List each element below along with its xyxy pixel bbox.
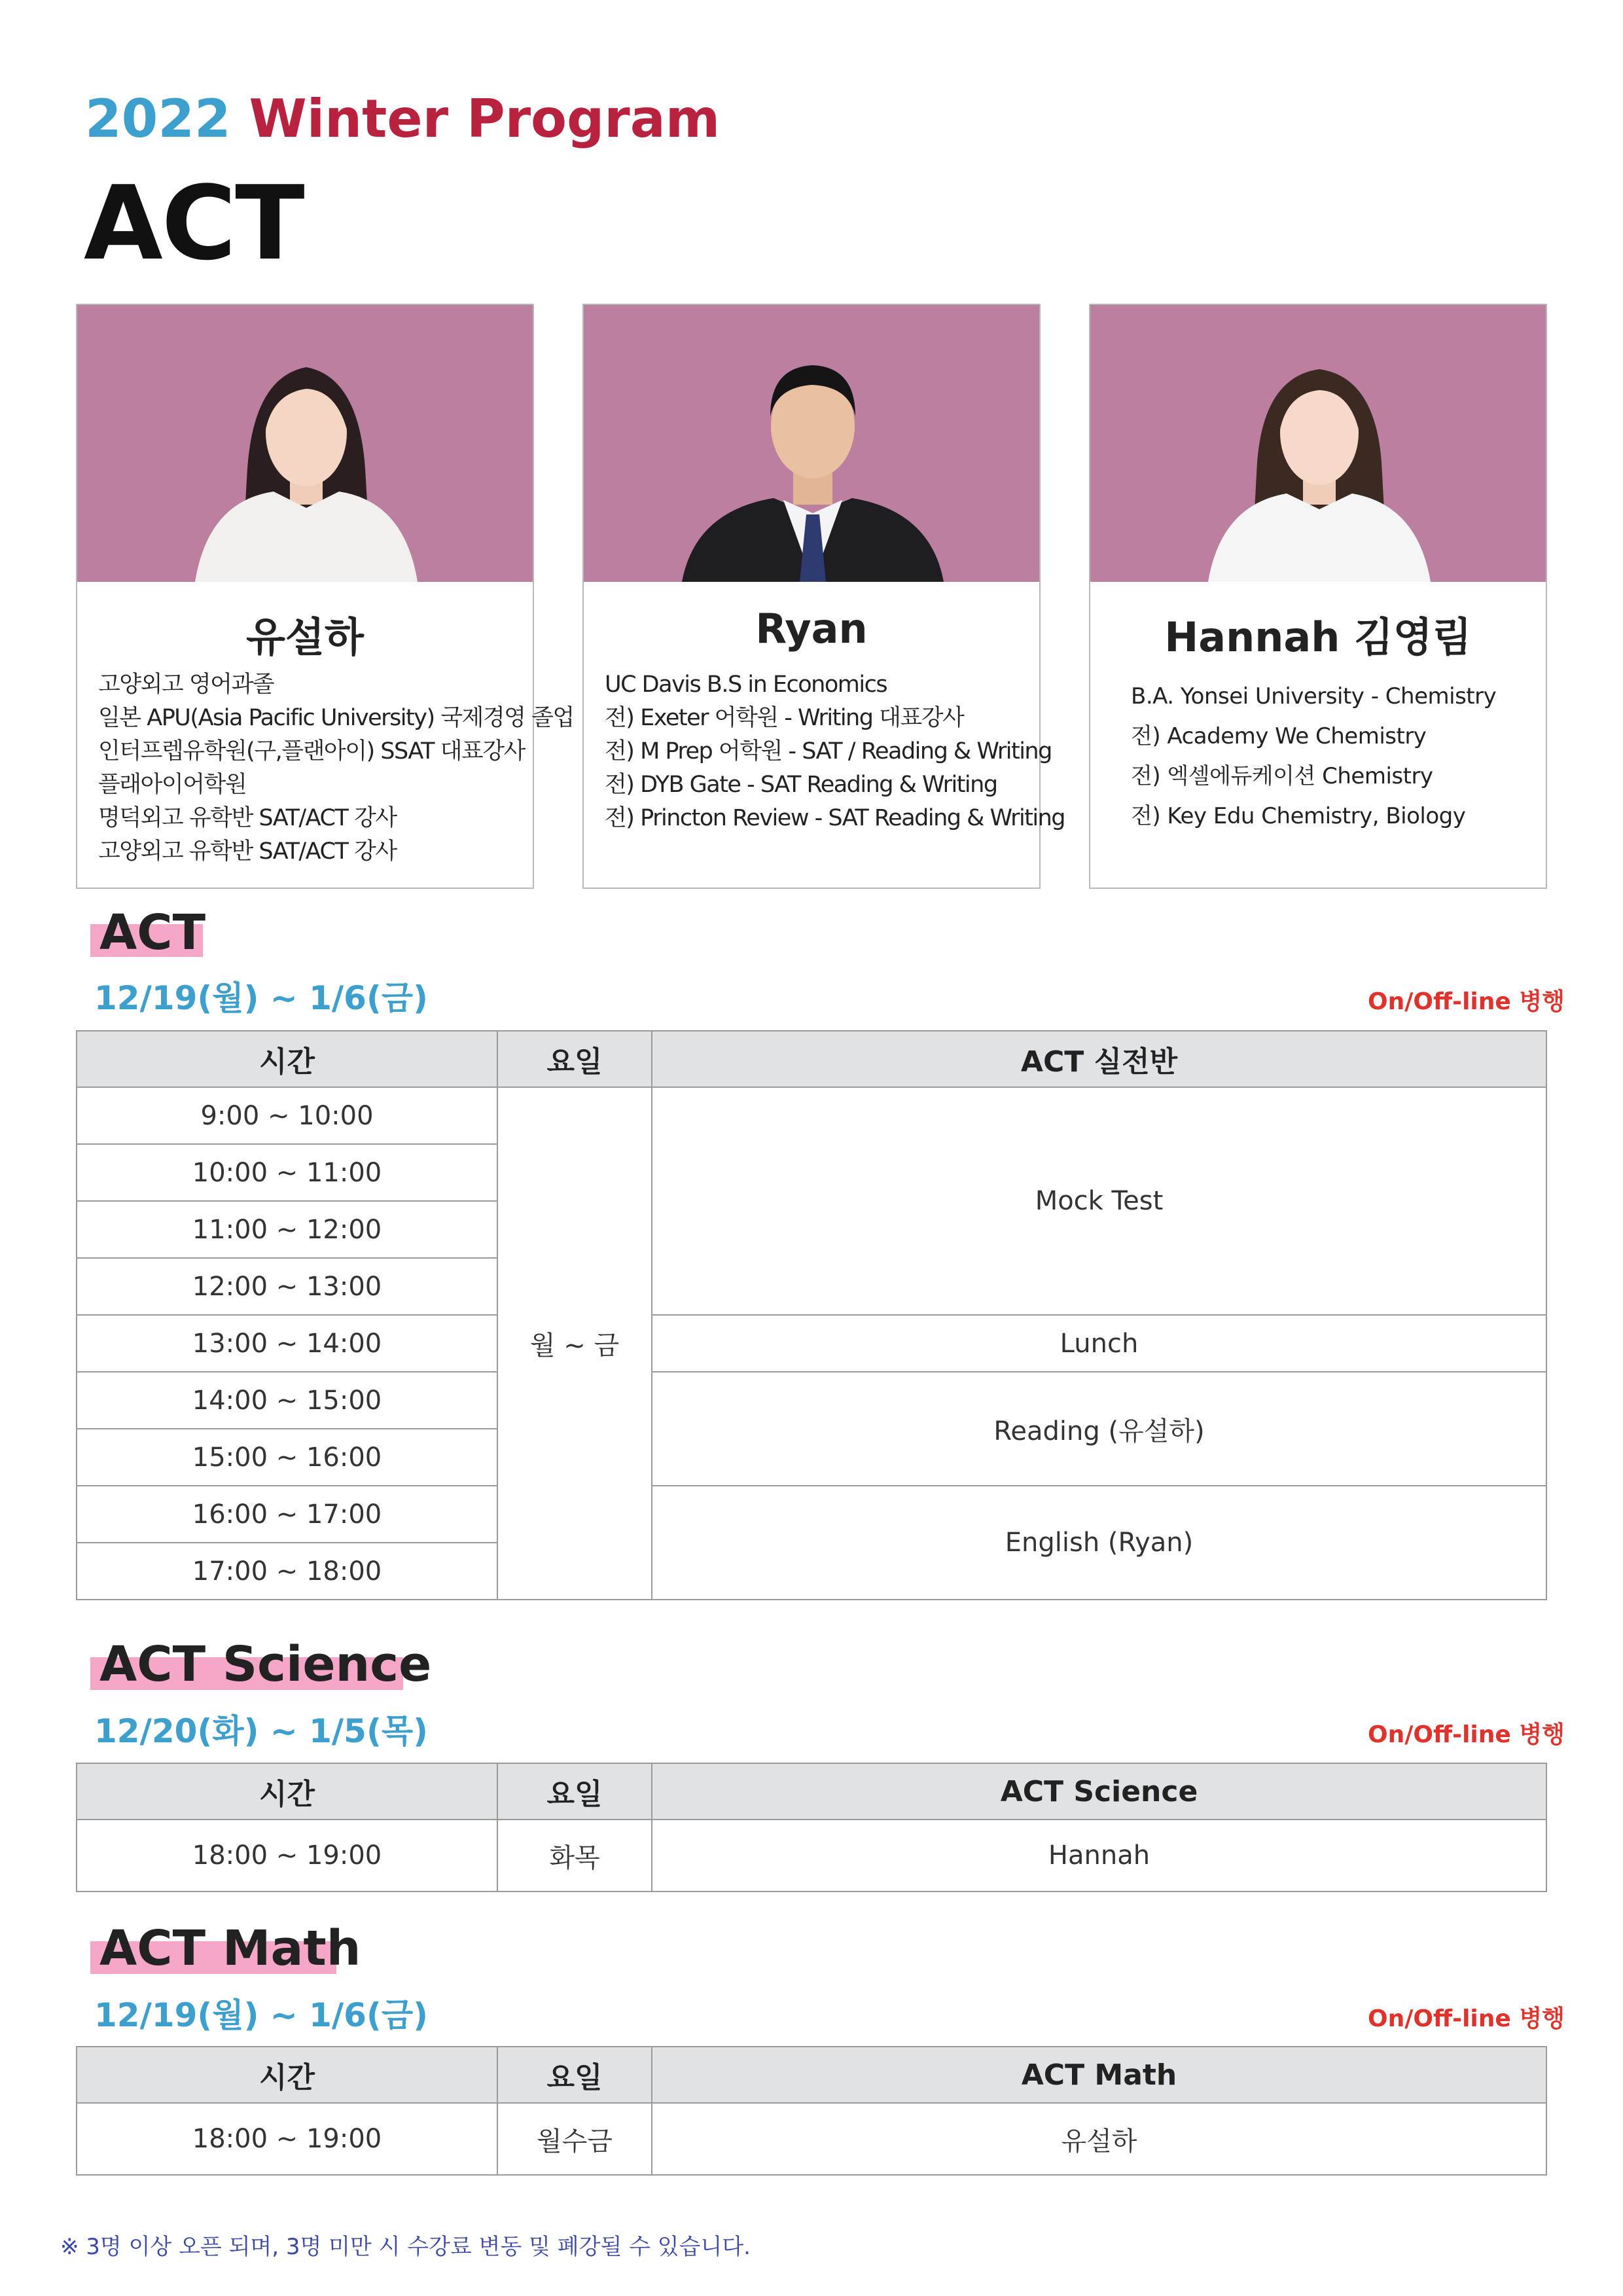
teacher-portrait-icon xyxy=(1090,305,1546,582)
section-title-act: ACT xyxy=(99,905,206,961)
table-row xyxy=(77,1087,1546,1144)
time-cell: 10:00 ~ 11:00 xyxy=(77,1144,497,1201)
teacher-bio xyxy=(605,668,1065,835)
bio-line: 인터프렙유학원(구,플랜아이) SSAT 대표강사 xyxy=(98,738,525,764)
class-cell: Mock Test xyxy=(652,1087,1546,1315)
time-cell: 18:00 ~ 19:00 xyxy=(77,1820,497,1892)
teacher-portrait-icon xyxy=(77,305,533,582)
section-title-math: ACT Math xyxy=(99,1920,361,1977)
header-time: 시간 xyxy=(77,1031,497,1087)
time-cell: 16:00 ~ 17:00 xyxy=(77,1486,497,1543)
table-row xyxy=(77,1820,1546,1892)
bio-line: 명덕외고 유학반 SAT/ACT 강사 xyxy=(98,805,397,831)
header-day: 요일 xyxy=(497,1031,652,1087)
bio-line: 전) Princton Review - SAT Reading & Writing xyxy=(605,805,1065,831)
bio-line: 전) M Prep 어학원 - SAT / Reading & Writing xyxy=(605,738,1052,764)
section-dates-math: 12/19(월) ~ 1/6(금) xyxy=(94,1996,428,2034)
delivery-note: On/Off-line 병행 xyxy=(1368,1721,1565,1748)
teacher-photo xyxy=(1090,305,1546,582)
header-time: 시간 xyxy=(77,1763,497,1820)
table-row xyxy=(77,2103,1546,2175)
table-row xyxy=(77,1486,1546,1543)
bio-line: 전) Exeter 어학원 - Writing 대표강사 xyxy=(605,705,964,731)
teacher-card-ryan xyxy=(582,304,1065,889)
bio-line: 플래아이어학원 xyxy=(98,772,247,798)
table-header-row xyxy=(77,1763,1546,1820)
day-cell: 월수금 xyxy=(497,2103,652,2175)
teacher-name: 유설하 xyxy=(246,613,364,661)
day-cell: 화목 xyxy=(497,1820,652,1892)
program-name: Winter Program xyxy=(249,88,721,149)
section-title-science: ACT Science xyxy=(99,1636,432,1693)
header-day: 요일 xyxy=(497,1763,652,1820)
class-cell: English (Ryan) xyxy=(652,1486,1546,1600)
time-cell: 11:00 ~ 12:00 xyxy=(77,1201,497,1258)
bio-line: 전) Academy We Chemistry xyxy=(1131,723,1427,749)
bio-line: 고양외고 영어과졸 xyxy=(98,672,274,698)
class-cell: Lunch xyxy=(652,1315,1546,1372)
time-cell: 18:00 ~ 19:00 xyxy=(77,2103,497,2175)
teacher-portrait-icon xyxy=(584,305,1039,582)
teacher-bio xyxy=(1131,677,1533,836)
class-cell: Reading (유설하) xyxy=(652,1372,1546,1486)
time-cell: 9:00 ~ 10:00 xyxy=(77,1087,497,1144)
teacher-card-hannah xyxy=(1089,304,1547,889)
year-text: 2022 xyxy=(85,88,231,149)
time-cell: 15:00 ~ 16:00 xyxy=(77,1429,497,1486)
table-row xyxy=(77,1372,1546,1429)
teacher-photo xyxy=(77,305,533,582)
section-dates-act: 12/19(월) ~ 1/6(금) xyxy=(94,979,428,1017)
bio-line: 고양외고 유학반 SAT/ACT 강사 xyxy=(98,838,397,865)
schedule-table-act xyxy=(76,1030,1547,1600)
header-time: 시간 xyxy=(77,2047,497,2103)
bio-line: 일본 APU(Asia Pacific University) 국제경영 졸업 xyxy=(98,705,574,731)
delivery-note: On/Off-line 병행 xyxy=(1368,2005,1565,2032)
time-cell: 13:00 ~ 14:00 xyxy=(77,1315,497,1372)
footer-notice: ※ 3명 이상 오픈 되며, 3명 미만 시 수강료 변동 및 폐강될 수 있습니다. xyxy=(60,2234,751,2260)
teacher-name: Hannah 김영림 xyxy=(1164,613,1472,661)
header-class: ACT Science xyxy=(652,1763,1546,1820)
section-dates-science: 12/20(화) ~ 1/5(목) xyxy=(94,1712,428,1750)
teacher-bio xyxy=(98,668,574,869)
bio-line: 전) DYB Gate - SAT Reading & Writing xyxy=(605,772,997,798)
header-class: ACT Math xyxy=(652,2047,1546,2103)
day-cell: 월 ~ 금 xyxy=(497,1087,652,1600)
time-cell: 17:00 ~ 18:00 xyxy=(77,1543,497,1600)
table-header-row xyxy=(77,1031,1546,1087)
class-cell: 유설하 xyxy=(652,2103,1546,2175)
header-class: ACT 실전반 xyxy=(652,1031,1546,1087)
time-cell: 14:00 ~ 15:00 xyxy=(77,1372,497,1429)
schedule-table-math xyxy=(76,2046,1547,2176)
bio-line: UC Davis B.S in Economics xyxy=(605,672,887,698)
page-title: ACT xyxy=(84,164,304,283)
class-cell: Hannah xyxy=(652,1820,1546,1892)
table-header-row xyxy=(77,2047,1546,2103)
teacher-name: Ryan xyxy=(755,605,868,653)
teacher-photo xyxy=(584,305,1039,582)
delivery-note: On/Off-line 병행 xyxy=(1368,988,1565,1015)
time-cell: 12:00 ~ 13:00 xyxy=(77,1258,497,1315)
bio-line: 전) 엑셀에듀케이션 Chemistry xyxy=(1131,763,1433,789)
teacher-card-yoo xyxy=(76,304,574,889)
bio-line: 전) Key Edu Chemistry, Biology xyxy=(1131,803,1466,829)
header-day: 요일 xyxy=(497,2047,652,2103)
program-year xyxy=(85,88,720,149)
schedule-table-science xyxy=(76,1763,1547,1892)
bio-line: B.A. Yonsei University - Chemistry xyxy=(1131,683,1497,709)
table-row xyxy=(77,1315,1546,1372)
